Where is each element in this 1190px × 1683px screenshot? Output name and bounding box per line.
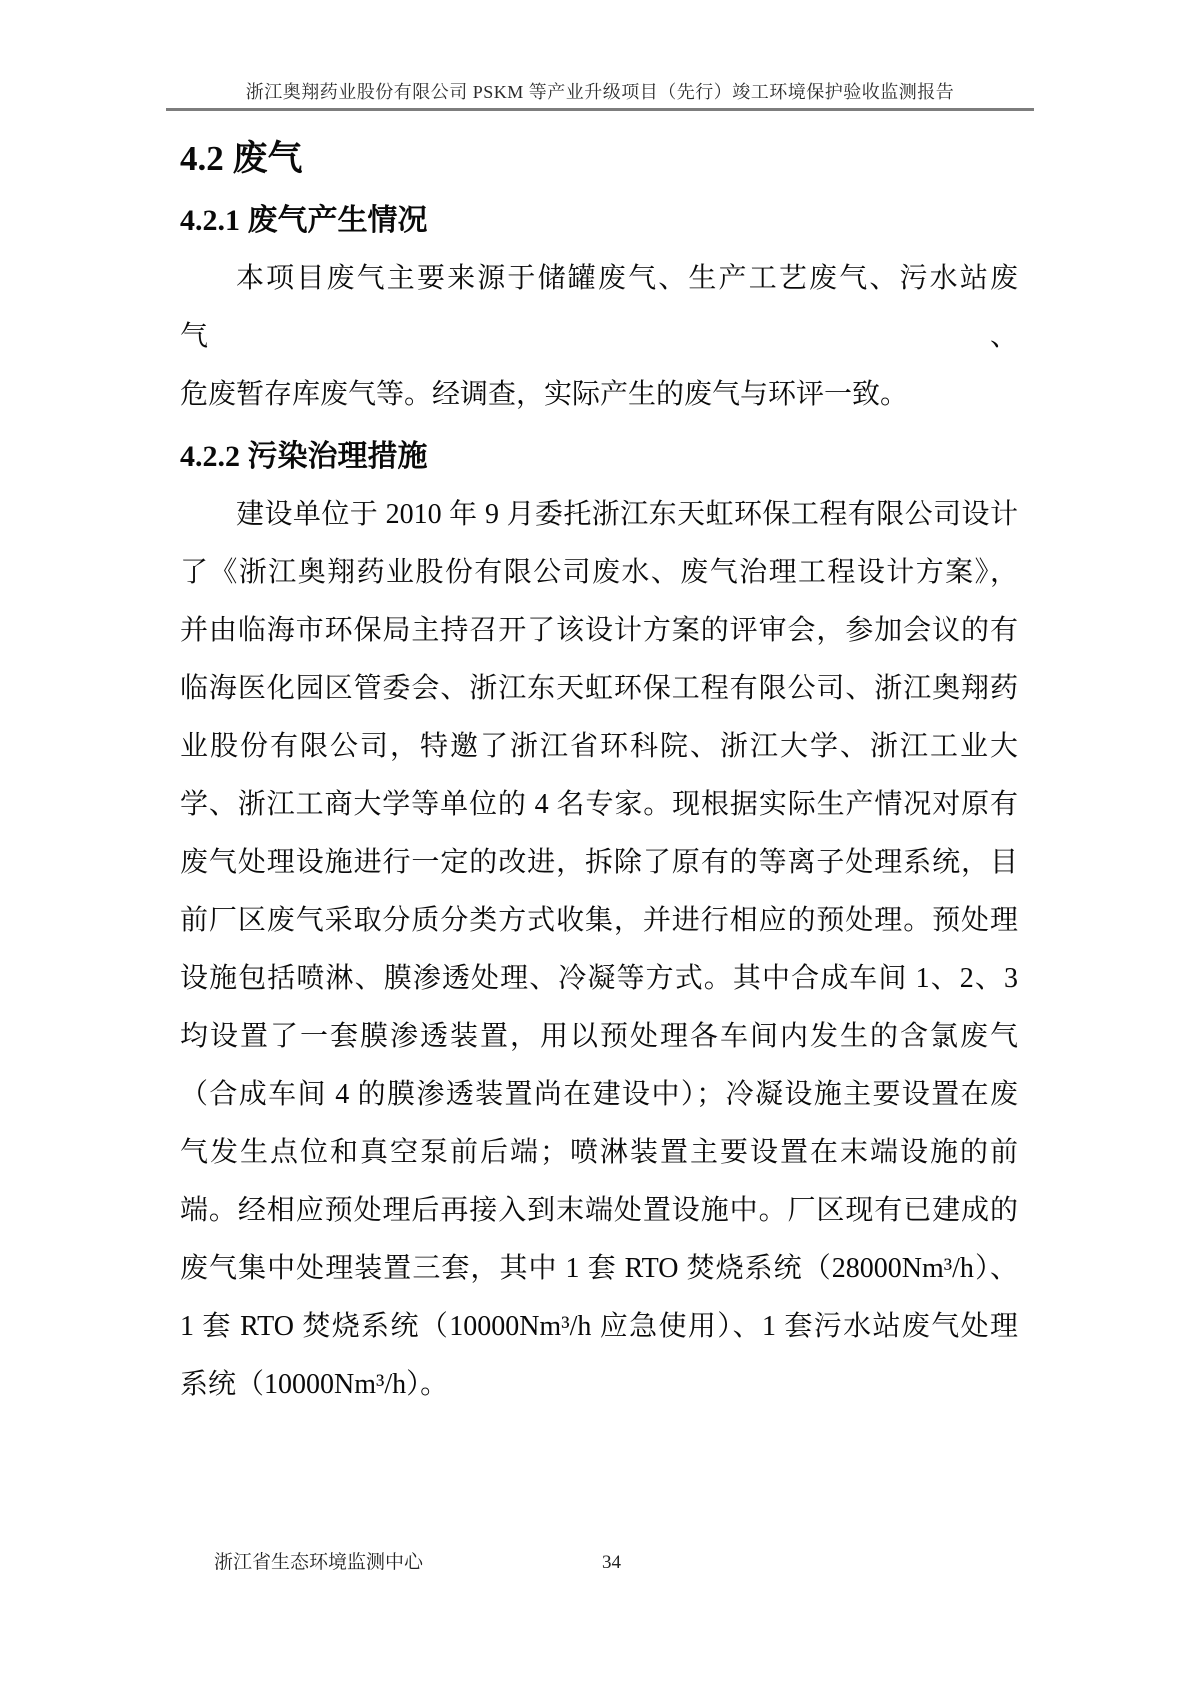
heading-4-2-2: 4.2.2 污染治理措施 [180,440,428,473]
heading-4-2-1: 4.2.1 废气产生情况 [180,204,428,237]
text-line: 设施包括喷淋、膜渗透处理、冷凝等方式。其中合成车间 1、2、3 [180,963,1018,994]
footer-page-number: 34 [602,1552,621,1573]
text-line: 业股份有限公司，特邀了浙江省环科院、浙江大学、浙江工业大 [180,731,1018,762]
page-header [166,80,1034,111]
footer-org: 浙江省生态环境监测中心 [214,1552,424,1573]
text-line: 危废暂存库废气等。经调查，实际产生的废气与环评一致。 [180,379,909,410]
text-line: 1 套 RTO 焚烧系统（10000Nm³/h 应急使用）、1 套污水站废气处理 [180,1311,1018,1342]
document-body [180,136,1018,1414]
paragraph-pollution-treatment [180,486,1018,1414]
text-line: 废气集中处理装置三套，其中 1 套 RTO 焚烧系统（28000Nm³/h）、 [180,1253,1018,1284]
text-line: 端。经相应预处理后再接入到末端处置设施中。厂区现有已建成的 [180,1195,1018,1226]
text-line: 并由临海市环保局主持召开了该设计方案的评审会，参加会议的有 [180,615,1018,646]
text-line: 临海医化园区管委会、浙江东天虹环保工程有限公司、浙江奥翔药 [180,673,1018,704]
text-line: 本项目废气主要来源于储罐废气、生产工艺废气、污水站废气、 [180,263,1018,352]
header-title: 浙江奥翔药业股份有限公司 PSKM 等产业升级项目（先行）竣工环境保护验收监测报告 [245,82,955,102]
text-line: 学、浙江工商大学等单位的 4 名专家。现根据实际生产情况对原有 [180,789,1018,820]
text-line: 均设置了一套膜渗透装置，用以预处理各车间内发生的含氯废气 [180,1021,1018,1052]
text-line: 建设单位于 2010 年 9 月委托浙江东天虹环保工程有限公司设计 [236,499,1018,530]
heading-4-2: 4.2 废气 [180,139,303,178]
text-line: 气发生点位和真空泵前后端；喷淋装置主要设置在末端设施的前 [180,1137,1018,1168]
page-footer [0,1548,1190,1578]
text-line: 系统（10000Nm³/h）。 [180,1369,449,1400]
text-line: 了《浙江奥翔药业股份有限公司废水、废气治理工程设计方案》， [180,557,1018,588]
paragraph-waste-gas-generation [180,250,1018,424]
text-line: 前厂区废气采取分质分类方式收集，并进行相应的预处理。预处理 [180,905,1018,936]
text-line: 废气处理设施进行一定的改进，拆除了原有的等离子处理系统，目 [180,847,1018,878]
text-line: （合成车间 4 的膜渗透装置尚在建设中）；冷凝设施主要设置在废 [180,1079,1018,1110]
